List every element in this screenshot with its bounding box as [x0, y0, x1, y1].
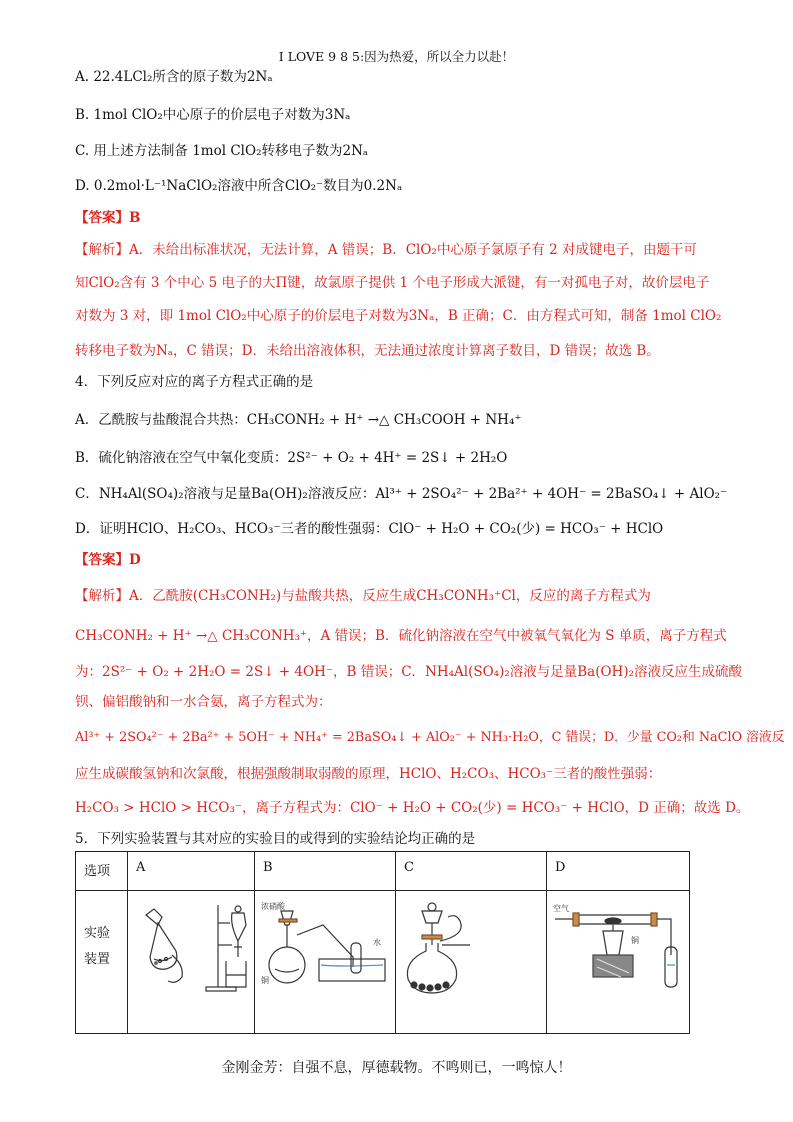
- q4-explanation-line-1: 【解析】A．乙酰胺(CH₃CONH₂)与盐酸共热，反应生成CH₃CONH₃⁺Cl，反应的离子方程式为: [75, 588, 651, 604]
- table-header-c: C: [396, 852, 547, 891]
- q4-explanation-line-6: 应生成碳酸氢钠和次氯酸，根据强酸制取弱酸的原理，HClO、H₂CO₃、HCO₃⁻三者的酸性强弱：: [75, 766, 662, 782]
- row-label-line-1: 实验: [84, 926, 111, 941]
- page-footer: 金刚金芳：自强不息，厚德载物。不鸣则已，一鸣惊人！: [221, 1060, 572, 1076]
- q3-explanation-line-3: 对数为 3 对，即 1mol ClO₂中心原子的价层电子对数为3Nₐ，B 正确；C．由方程式可知，制备 1mol ClO₂: [75, 308, 722, 324]
- q3-explanation-line-1: 【解析】A．未给出标准状况，无法计算，A 错误；B．ClO₂中心原子氯原子有 2 对成键电子，由题干可: [75, 242, 698, 258]
- q5-table: [75, 851, 690, 1034]
- apparatus-d-cell: [547, 891, 690, 1034]
- q5-stem: 5．下列实验装置与其对应的实验目的或得到的实验结论均正确的是: [75, 831, 476, 847]
- q3-option-c: C. 用上述方法制备 1mol ClO₂转移电子数为2Nₐ: [75, 143, 369, 159]
- q3-explanation-line-4: 转移电子数为Nₐ，C 错误；D．未给出溶液体积，无法通过浓度计算离子数目，D 错误；故选 B。: [75, 343, 660, 359]
- q4-stem: 4．下列反应对应的离子方程式正确的是: [75, 374, 314, 390]
- apparatus-c-drawing: [400, 895, 542, 995]
- label-air: 空气: [553, 904, 569, 913]
- apparatus-d-drawing: [551, 895, 685, 995]
- q3-option-b: B. 1mol ClO₂中心原子的价层电子对数为3Nₐ: [75, 107, 351, 123]
- apparatus-a-cell: [128, 891, 255, 1034]
- page-header: I LOVE 9 8 5:因为热爱，所以全力以赴！: [278, 49, 515, 64]
- q3-option-d: D. 0.2mol·L⁻¹NaClO₂溶液中所含ClO₂⁻数目为0.2Nₐ: [75, 178, 403, 194]
- q4-option-b: B．硫化钠溶液在空气中氧化变质：2S²⁻ + O₂ + 4H⁺ = 2S↓ + 2H₂O: [75, 450, 508, 466]
- label-copper-d: 铜: [631, 936, 639, 945]
- q4-explanation-line-3: 为：2S²⁻ + O₂ + 2H₂O = 2S↓ + 4OH⁻，B 错误；C．NH₄Al(SO₄)₂溶液与足量Ba(OH)₂溶液反应生成硫酸: [75, 664, 743, 680]
- q3-answer: 【答案】B: [75, 210, 141, 226]
- table-header-a: A: [128, 852, 255, 891]
- q3-option-a: A. 22.4LCl₂所含的原子数为2Nₐ: [75, 69, 273, 85]
- q4-explanation-line-4: 钡、偏铝酸钠和一水合氨，离子方程式为：: [75, 694, 332, 710]
- table-header-option: 选项: [76, 852, 128, 891]
- q4-explanation-line-7: H₂CO₃ > HClO > HCO₃⁻，离子方程式为：ClO⁻ + H₂O + CO₂(少) = HCO₃⁻ + HClO，D 正确；故选 D。: [75, 800, 750, 816]
- q4-option-c: C．NH₄Al(SO₄)₂溶液与足量Ba(OH)₂溶液反应：Al³⁺ + 2SO₄²⁻ + 2Ba²⁺ + 4OH⁻ = 2BaSO₄↓ + AlO₂⁻: [75, 486, 728, 502]
- label-nitric-acid: 浓硝酸: [261, 902, 285, 911]
- q4-answer: 【答案】D: [75, 552, 141, 568]
- q4-option-a: A．乙酰胺与盐酸混合共热：CH₃CONH₂ + H⁺ →△ CH₃COOH + NH₄⁺: [75, 412, 522, 428]
- table-row-label: [76, 891, 128, 1034]
- apparatus-b-drawing: [259, 895, 391, 995]
- table-header-d: D: [547, 852, 690, 891]
- table-header-b: B: [255, 852, 396, 891]
- apparatus-c-cell: [396, 891, 547, 1034]
- row-label-line-2: 装置: [84, 952, 111, 967]
- q4-option-d: D．证明HClO、H₂CO₃、HCO₃⁻三者的酸性强弱：ClO⁻ + H₂O + CO₂(少) = HCO₃⁻ + HClO: [75, 521, 664, 537]
- label-water: 水: [373, 938, 381, 947]
- q3-explanation-line-2: 知ClO₂含有 3 个中心 5 电子的大Π键，故氯原子提供 1 个电子形成大派键，有一对孤电子对，故价层电子: [75, 275, 710, 291]
- q4-explanation-line-5: Al³⁺ + 2SO₄²⁻ + 2Ba²⁺ + 5OH⁻ + NH₄⁺ = 2BaSO₄↓ + AlO₂⁻ + NH₃·H₂O，C 错误；D．少量 CO₂和 NaClO 溶液反: [75, 730, 785, 745]
- label-copper-b: 铜: [261, 976, 269, 985]
- q4-explanation-line-2: CH₃CONH₂ + H⁺ →△ CH₃CONH₃⁺，A 错误；B．硫化钠溶液在空气中被氧气氧化为 S 单质，离子方程式: [75, 628, 727, 644]
- apparatus-a-drawing: [132, 895, 250, 995]
- apparatus-b-cell: [255, 891, 396, 1034]
